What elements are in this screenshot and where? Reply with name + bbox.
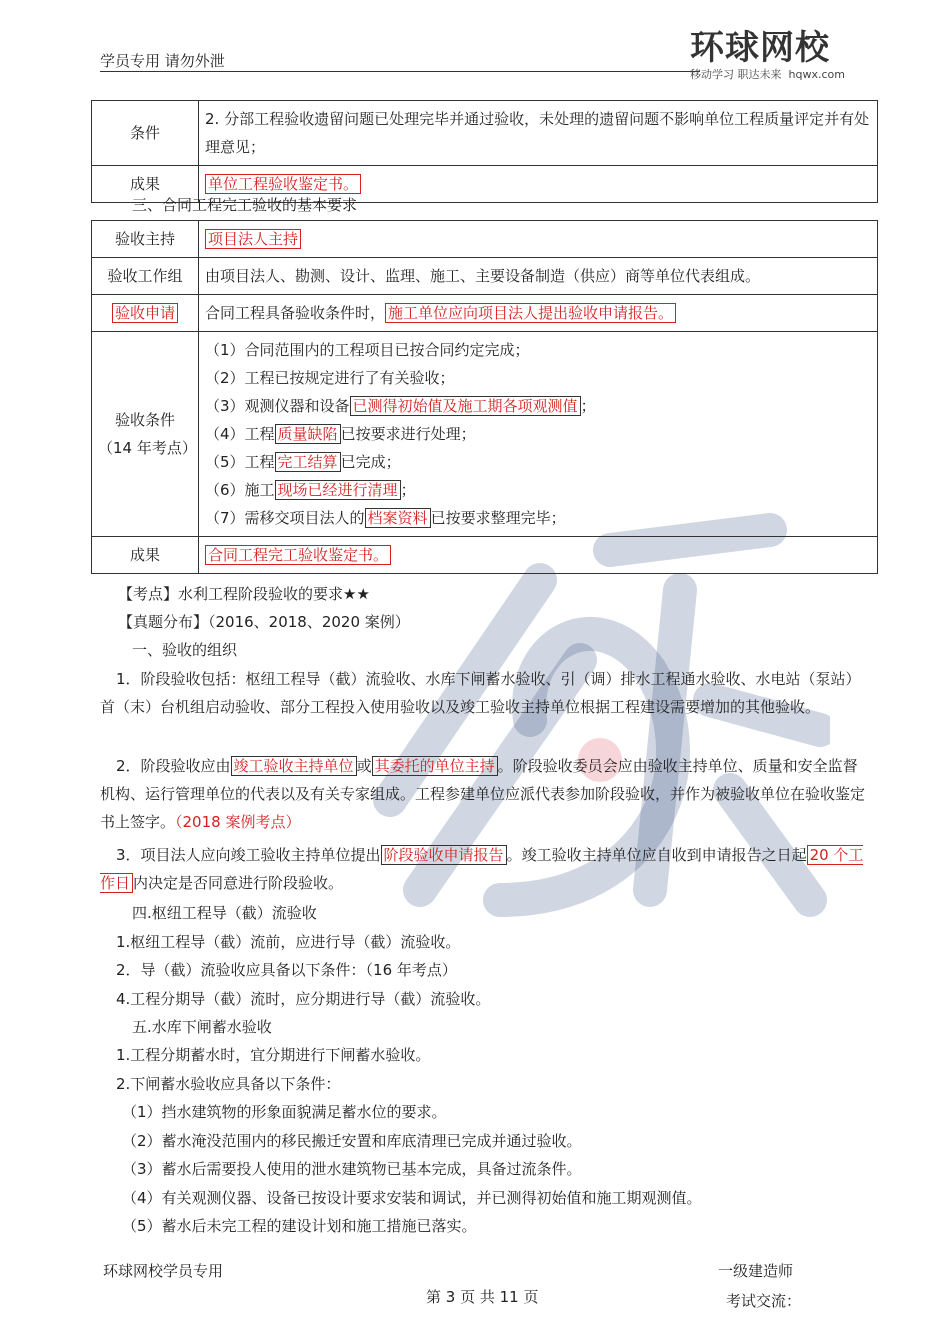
list-item: （2）工程已按规定进行了有关验收； xyxy=(205,369,455,387)
table-row xyxy=(92,101,878,166)
header-rule xyxy=(100,71,700,72)
section-title-impoundment: 五.水库下闸蓄水验收 xyxy=(132,1018,272,1036)
footer-exchange: 考试交流： xyxy=(726,1292,802,1310)
section-title-diversion: 四.枢纽工程导（截）流验收 xyxy=(132,904,317,922)
list-item: 1.工程分期蓄水时，宜分期进行下闸蓄水验收。 xyxy=(116,1046,431,1064)
row-label-result: 成果 xyxy=(92,166,199,203)
list-item: （5）蓄水后未完工程的建设计划和施工措施已落实。 xyxy=(122,1217,477,1235)
table-row xyxy=(92,258,878,295)
footer-left: 环球网校学员专用 xyxy=(103,1262,224,1280)
table-contract-completion xyxy=(91,220,878,574)
list-item: 4.工程分期导（截）流时，应分期进行导（截）流验收。 xyxy=(116,990,491,1008)
list-item: （3）观测仪器和设备 已测得初始值及施工期各项观测值 ； xyxy=(205,397,596,415)
header-notice: 学员专用 请勿外泄 xyxy=(100,52,225,70)
list-item: （2）蓄水淹没范围内的移民搬迁安置和库底清理已完成并通过验收。 xyxy=(122,1132,582,1150)
row-text-result: 单位工程验收鉴定书。 xyxy=(199,166,878,203)
logo-slogan: 移动学习 职达未来 hqwx.com xyxy=(690,68,845,81)
paragraph-stage-host: 2．阶段验收应由 竣工验收主持单位 或 其委托的单位主持 。阶段验收委员会应由验收主持单位、质量和安全监督机构、运行管理单位的代表以及有关专家组成。工程参建单位应派代表参加阶段验收，并作为被验收单位在验收鉴定书上签字。（2018 案例考点） xyxy=(100,757,866,831)
page-number: 第 3 页 共 11 页 xyxy=(426,1288,539,1306)
table-unit-acceptance xyxy=(91,100,878,203)
row-text-host: 项目法人主持 xyxy=(199,221,878,258)
row-text-apply: 合同工程具备验收条件时， 施工单位应向项目法人提出验收申请报告。 xyxy=(199,295,878,332)
row-text-conditions: 2. 分部工程验收遗留问题已处理完毕并通过验收，未处理的遗留问题不影响单位工程质量评定并有处理意见； xyxy=(199,101,878,166)
list-item: （3）蓄水后需要投人使用的泄水建筑物已基本完成，具备过流条件。 xyxy=(122,1160,582,1178)
list-item: （1）合同范围内的工程项目已按合同约定完成； xyxy=(205,341,530,359)
row-label-conditions: 验收条件（14 年考点） xyxy=(92,332,199,537)
table-row xyxy=(92,295,878,332)
list-item: 2．导（截）流验收应具备以下条件：（16 年考点） xyxy=(116,961,457,979)
list-item: （7）需移交项目法人的 档案资料 已按要求整理完毕； xyxy=(205,509,566,527)
list-item: （4）有关观测仪器、设备已按设计要求安装和调试，并已测得初始值和施工期观测值。 xyxy=(122,1189,702,1207)
list-item: （6）施工 现场已经进行清理 ； xyxy=(205,481,416,499)
paragraph-stage-acceptance: 1．阶段验收包括：枢纽工程导（截）流验收、水库下闸蓄水验收、引（调）排水工程通水验收、水电站（泵站）首（末）台机组启动验收、部分工程投入使用验收以及竣工验收主持单位根据工程建设需要增加的其他验收。 xyxy=(100,670,861,716)
row-text-group: 由项目法人、勘测、设计、监理、施工、主要设备制造（供应）商等单位代表组成。 xyxy=(199,258,878,295)
table-row xyxy=(92,221,878,258)
table-row xyxy=(92,332,878,537)
row-label-group: 验收工作组 xyxy=(92,258,199,295)
logo-text: 环球网校 xyxy=(690,28,830,68)
list-item: （5）工程 完工结算 已完成； xyxy=(205,453,401,471)
list-item: 1.枢纽工程导（截）流前，应进行导（截）流验收。 xyxy=(116,933,461,951)
section-title-contract-completion: 三、合同工程完工验收的基本要求 xyxy=(132,196,358,214)
row-label-apply: 验收申请 xyxy=(92,295,199,332)
list-item: （4）工程 质量缺陷 已按要求进行处理； xyxy=(205,425,476,443)
row-label-host: 验收主持 xyxy=(92,221,199,258)
logo xyxy=(690,28,865,92)
list-item: 2.下闸蓄水验收应具备以下条件： xyxy=(116,1075,341,1093)
list-item: （1）挡水建筑物的形象面貌满足蓄水位的要求。 xyxy=(122,1103,447,1121)
row-label-result: 成果 xyxy=(92,537,199,574)
paragraph-stage-apply: 3．项目法人应向竣工验收主持单位提出 阶段验收申请报告 。竣工验收主持单位应自收到申请报告之日起 20 个工作日 内决定是否同意进行阶段验收。 xyxy=(100,846,864,892)
row-text-result: 合同工程完工验收鉴定书。 xyxy=(199,537,878,574)
section-title-organization: 一、验收的组织 xyxy=(132,641,238,659)
row-label-conditions: 条件 xyxy=(92,101,199,166)
kaodian-heading: 【考点】水利工程阶段验收的要求★★ xyxy=(118,585,370,603)
row-conditions-list xyxy=(199,332,878,537)
exam-distribution: 【真题分布】（2016、2018、2020 案例） xyxy=(118,613,410,631)
table-row xyxy=(92,537,878,574)
footer-exam-name: 一级建造师 xyxy=(718,1262,794,1280)
